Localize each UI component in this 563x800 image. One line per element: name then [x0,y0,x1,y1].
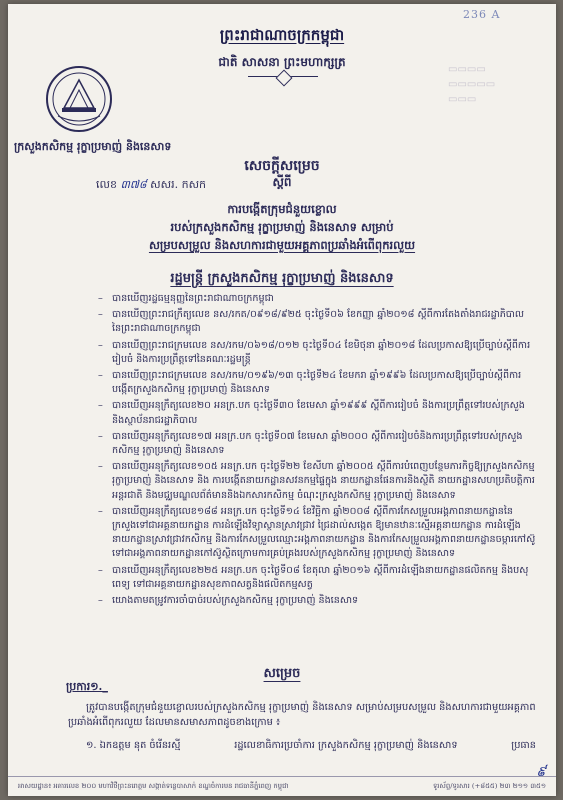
document-about: ស្ដីពី [272,175,292,189]
national-motto: ជាតិ សាសនា ព្រះមហាក្សត្រ [218,55,346,69]
article-body: ត្រូវបានបង្កើតក្រុមជំនួយខ្លោលរបស់ក្រសួងកសិកម្ម រុក្ខាប្រមាញ់ និងនេសាទ សម្រាប់សម្របសម្រួល និងសហការជាមួយអគ្គភាពប្រឆាំងអំពើពុករលួយ ដែលមានសមាសភាពដូចខាងក្រោម ៖ [68,702,536,728]
list-item: – បានឃើញអនុក្រឹត្យលេខ២០ អនក្រ.បក ចុះថ្ងៃទី៣០ ខែមេសា ឆ្នាំ១៩៩៩ ស្ដីពីការរៀបចំ និងការប្រព្រឹត្តទៅរបស់ក្រសួង និងស្ថាប័នរាជរដ្ឋាភិបាល [98,399,536,427]
ref-suffix: សសរ. កសក [150,178,207,191]
considerations-list [98,292,536,610]
member-name: ១. ឯកឧត្តម នុត ចំរើនរស្មី [86,740,181,751]
ref-prefix: លេខ [96,178,117,191]
subject-block [8,200,556,254]
footer-address: អាសយដ្ឋាន៖ អគារលេខ ២០០ មហាវិថីព្រះនរោត្តម សង្កាត់ទន្លេបាសាក់ ខណ្ឌចំការមន រាជធានីភ្នំពេញ កម្ពុជា [18,781,289,790]
ministry-name: ក្រសួងកសិកម្ម រុក្ខាប្រមាញ់ និងនេសាទ [14,140,172,153]
member-title: រដ្ឋលេខាធិការប្រចាំការ ក្រសួងកសិកម្ម រុក្ខាប្រមាញ់ និងនេសាទ [234,740,458,751]
bleed-through-text: ▭▭▭▭ ▭▭▭▭▭ ▭▭▭ [448,64,496,105]
ornament-divider [248,76,318,77]
list-item: – បានឃើញព្រះរាជក្រមលេខ នស/រកម/០៦១៨/០១២ ចុះថ្ងៃទី០៤ ខែមិថុនា ឆ្នាំ២០១៨ ដែលប្រកាសឱ្យប្រើច្បាប់ស្ដីពីការរៀបចំ និងការប្រព្រឹត្តទៅនៃគណៈរដ្ឋមន្ត្រី [98,339,536,367]
list-item: – បានឃើញព្រះរាជក្រឹត្យលេខ នស/រកត/០៩១៨/៩២៥ ចុះថ្ងៃទី០៦ ខែកញ្ញា ឆ្នាំ២០១៨ ស្ដីពីការតែងតាំងរាជរដ្ឋាភិបាល នៃព្រះរាជាណាចក្រកម្ពុជា [98,308,536,336]
list-item: – បានឃើញអនុក្រឹត្យលេខ២២៥ អនក្រ.បក ចុះថ្ងៃទី០៨ ខែតុលា ឆ្នាំ២០១៦ ស្ដីពីការដំឡើងនាយកដ្ឋានផលិតកម្ម និងបសុពេទ្យ ទៅជាអគ្គនាយកដ្ឋានសុខភាពសត្វនិងផលិតកម្មសត្វ [98,564,536,592]
list-item: – បានឃើញព្រះរាជក្រមលេខ នស/រកម/០១៩៦/១៣ ចុះថ្ងៃទី២៤ ខែមករា ឆ្នាំ១៩៩៦ ដែលប្រកាសឱ្យប្រើច្បាប់ស្ដីពីការបង្កើតក្រសួងកសិកម្ម រុក្ខាប្រមាញ់ និងនេសាទ [98,369,536,397]
list-item: – បានឃើញអនុក្រឹត្យលេខ១០៥ អនក្រ.បក ចុះថ្ងៃទី២២ ខែសីហា ឆ្នាំ២០០៥ ស្ដីពីការបំពេញបន្ថែមភារកិច្ចឱ្យក្រសួងកសិកម្ម រុក្ខាប្រមាញ់ និងនេសាទ និង ការបង្កើតនាយកដ្ឋានសវនកម្មផ្ទៃក្នុង នាយកដ្ឋានផែនការនិងស្ថិតិ នាយកដ្ឋានសហប្រតិបត្តិការអន្តរជាតិ និងមជ្ឈមណ្ឌលព័ត៌មាននិងឯកសារកសិកម្ម ចំណុះក្រសួងកសិកម្ម រុក្ខាប្រមាញ់ និងនេសាទ [98,460,536,503]
document-type: សេចក្ដីសម្រេច [244,158,320,174]
footer [8,776,556,796]
decision-heading: សម្រេច [263,666,301,681]
list-item: – បានឃើញអនុក្រឹត្យលេខ១៧ អនក្រ.បក ចុះថ្ងៃទី០៧ ខែមេសា ឆ្នាំ២០០០ ស្ដីពីការរៀបចំនិងការប្រព្រឹត្តទៅរបស់ក្រសួងកសិកម្ម រុក្ខាប្រមាញ់ និងនេសាទ [98,430,536,458]
footer-contact: ទូរស័ព្ទ/ទូរសារ (+៨៥៥) ២៣ ២១១ ៣៥១ [432,781,546,790]
list-item: – យោងតាមតម្រូវការចាំបាច់របស់ក្រសួងកសិកម្ម រុក្ខាប្រមាញ់ និងនេសាទ [98,594,536,608]
kingdom-heading: ព្រះរាជាណាចក្រកម្ពុជា [219,26,345,44]
list-item: – បានឃើញរដ្ឋធម្មនុញ្ញនៃព្រះរាជាណាចក្រកម្ពុជា [98,292,536,306]
page-number: ៩ [536,764,546,780]
document-page [8,4,556,796]
subject-line-1: ការបង្កើតក្រុមជំនួយខ្លោល [227,202,337,216]
member-position: ប្រធាន [511,740,536,751]
list-item: – បានឃើញអនុក្រឹត្យលេខ១៨៨ អនក្រ.បក ចុះថ្ងៃទី១៤ ខែវិច្ឆិកា ឆ្នាំ២០០៨ ស្ដីពីការកែសម្រួលអង្គភាពនាយកដ្ឋាននៃក្រសួងទៅជាអគ្គនាយកដ្ឋាន ការដំឡើងវិទ្យាស្ថានស្រាវជ្រាវ ជ្រៃដាល់សង្កេត ឱ្យមានឋានៈស្មើអគ្គនាយកដ្ឋាន ការដំឡើងនាយកដ្ឋានស្រាវជ្រាវកសិកម្ម និងការកែសម្រួលឈ្មោះអង្គភាពនាយកដ្ឋាន និងការកែសម្រួលអង្គភាពនាយកដ្ឋានចម្ការកៅស៊ូទៅជាអង្គភាពនាយកដ្ឋានកៅស៊ូស្ថិតក្រោមការគ្រប់គ្រងរបស់ក្រសួងកសិកម្ម រុក្ខាប្រមាញ់ និងនេសាទ [98,505,536,562]
article-label: ប្រការ១._ [66,680,108,693]
ministry-seal-icon [44,64,114,134]
ref-number: ៣៧៨ [120,178,147,191]
subject-line-3: សម្របសម្រួល និងសហការជាមួយអគ្គភាពប្រឆាំងអំពើពុករលួយ [148,238,416,252]
member-row [86,738,536,753]
stamp-number: 236 A [463,8,501,21]
subject-line-2: របស់ក្រសួងកសិកម្ម រុក្ខាប្រមាញ់ និងនេសាទ សម្រាប់ [170,220,394,234]
minister-heading: រដ្ឋមន្ត្រី ក្រសួងកសិកម្ម រុក្ខាប្រមាញ់ និងនេសាទ [170,271,394,286]
